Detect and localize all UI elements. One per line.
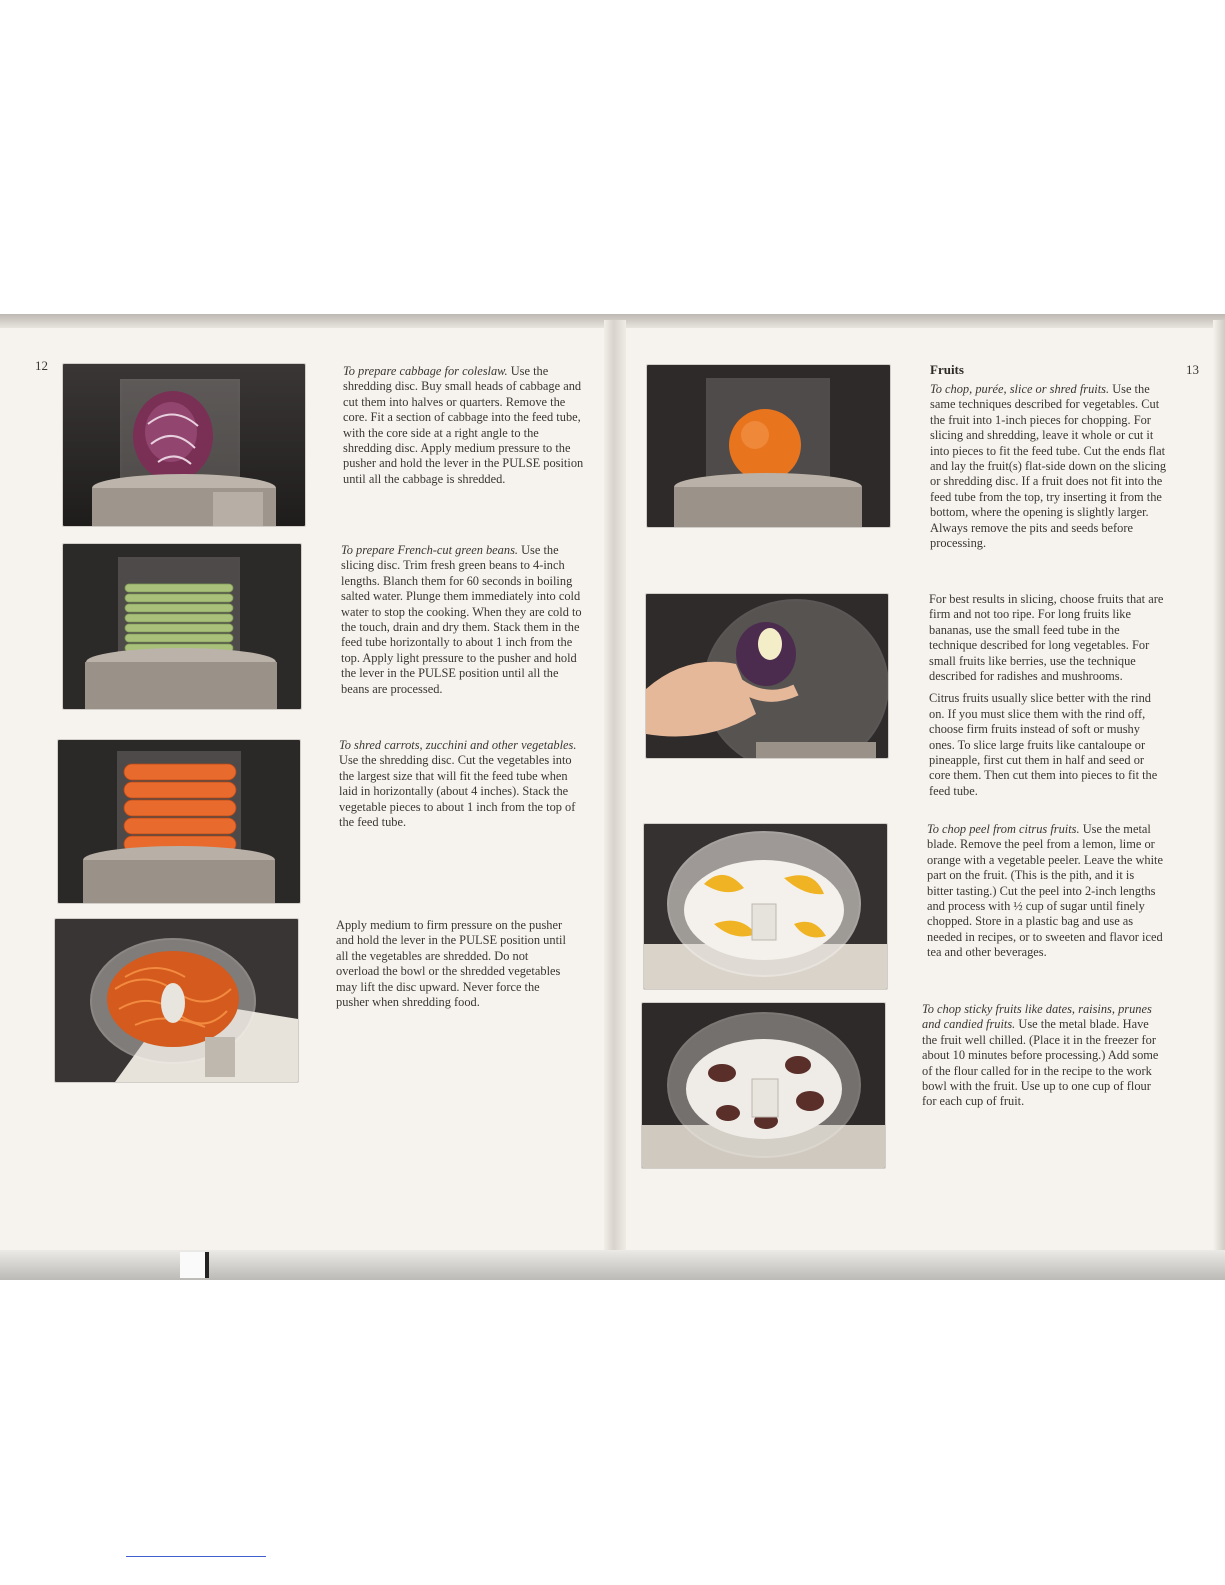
text-body-sticky-fruits: Use the metal blade. Have the fruit well chilled. (Place it in the freezer for about 10 minutes before processing.) Add some of the flour called for in the recipe to the work bowl with the fruit. Use up to one cup of flour for each cup of fruit. [922,1017,1159,1109]
text-lead-shred-carrots: To shred carrots, zucchini and other vegetables. [339,738,577,752]
text-lead-cabbage: To prepare cabbage for coleslaw. [343,364,508,378]
page-edge-right [1213,320,1225,1250]
photo-cabbage-feed-tube [63,364,305,526]
text-body-apply-pressure: Apply medium to firm pressure on the pusher and hold the lever in the PULSE position until all the vegetables are shredded. Do not overload the bowl or the shredded vegetables may lift the disc upward. Never force the pusher when shredding food. [336,918,566,1010]
scan-strip-bottom [0,1250,1225,1280]
photo-green-beans-feed-tube [63,544,301,709]
text-body-citrus-peel: Use the metal blade. Remove the peel from a lemon, lime or orange with a vegetable peeler. Leave the white part on the fruit. (This is the pith, and it is bitter tasting.) Cut the peel into 2-inch lengths and process with ½ cup of sugar until finely chopped. Store in a plastic bag and use as needed in recipes, or to sweeten and flavor iced tea and other beverages. [927,822,1163,960]
section-heading-fruits: Fruits [930,362,964,377]
book-gutter [604,320,626,1250]
text-block-shred-carrots [339,738,579,830]
text-lead-fruits: To chop, purée, slice or shred fruits. [930,382,1110,396]
text-block-fruits-intro [930,382,1170,551]
text-block-cabbage [343,364,585,487]
page-number-right: 13 [1186,362,1199,377]
photo-hand-plum-disc [646,594,888,758]
scan-underline-mark [126,1556,266,1557]
photo-shredded-carrots-bowl [55,919,298,1082]
text-para-citrus: Citrus fruits usually slice better with the rind on. If you must slice them with the rind off, choose firm fruits instead of soft or mushy ones. To slice large fruits like cantaloupe or pineapple, first cut them in half and seed or core them. Then cut them into pieces to fit the feed tube. [929,691,1158,798]
page-number-left: 12 [35,358,48,373]
text-block-green-beans [341,543,583,697]
text-lead-sticky-fruits: To chop sticky fruits like dates, raisins, prunes and candied fruits. [922,1002,1152,1032]
text-para-best-results: For best results in slicing, choose fruits that are firm and not too ripe. For long fruits like bananas, use the small feed tube in the technique described for long vegetables. For small fruits like berries, use the technique described for radishes and mushrooms. [929,592,1164,684]
photo-carrots-feed-tube [58,740,300,903]
text-lead-green-beans: To prepare French-cut green beans. [341,543,518,557]
photo-sticky-fruits-bowl [642,1003,885,1168]
scan-mark-dark [205,1252,209,1278]
text-lead-citrus-peel: To chop peel from citrus fruits. [927,822,1080,836]
text-body-green-beans: Use the slicing disc. Trim fresh green beans to 4-inch lengths. Blanch them for 60 seconds in boiling salted water. Plunge them immediately into cold water to stop the cooking. When they are cold to the touch, drain and dry them. Stack them in the feed tube horizontally to about 1 inch from the top. Apply light pressure to the pusher and hold the lever in the PULSE position until all the beans are processed. [341,543,582,696]
photo-citrus-peel-bowl [644,824,887,989]
text-block-apply-pressure [336,918,574,1010]
text-block-citrus-peel [927,822,1163,961]
text-body-shred-carrots: Use the shredding disc. Cut the vegetables into the largest size that will fit the feed tube when laid in horizontally (about 4 inches). Stack the vegetable pieces to about 1 inch from the top of the feed tube. [339,753,576,830]
text-body-fruits: Use the same techniques described for vegetables. Cut the fruit into 1-inch pieces for chopping. For slicing and shredding, leave it whole or cut it into pieces to fit the feed tube. Cut the ends flat and lay the fruit(s) flat-side down on the slicing or shredding disc. If a fruit does not fit into the feed tube from the top, try inserting it from the bottom, where the opening is slightly larger. Always remove the pits and seeds before processing. [930,382,1167,551]
text-block-best-results [929,592,1165,806]
text-body-cabbage: Use the shredding disc. Buy small heads of cabbage and cut them into halves or quarters. Remove the core. Fit a section of cabbage into the feed tube, with the core side at a right angle to the shredding disc. Apply medium pressure to the pusher and hold the lever in the PULSE position until all the cabbage is shredded. [343,364,584,486]
photo-orange-feed-tube [647,365,890,527]
scan-mark-light [180,1252,206,1278]
text-block-sticky-fruits [922,1002,1160,1110]
